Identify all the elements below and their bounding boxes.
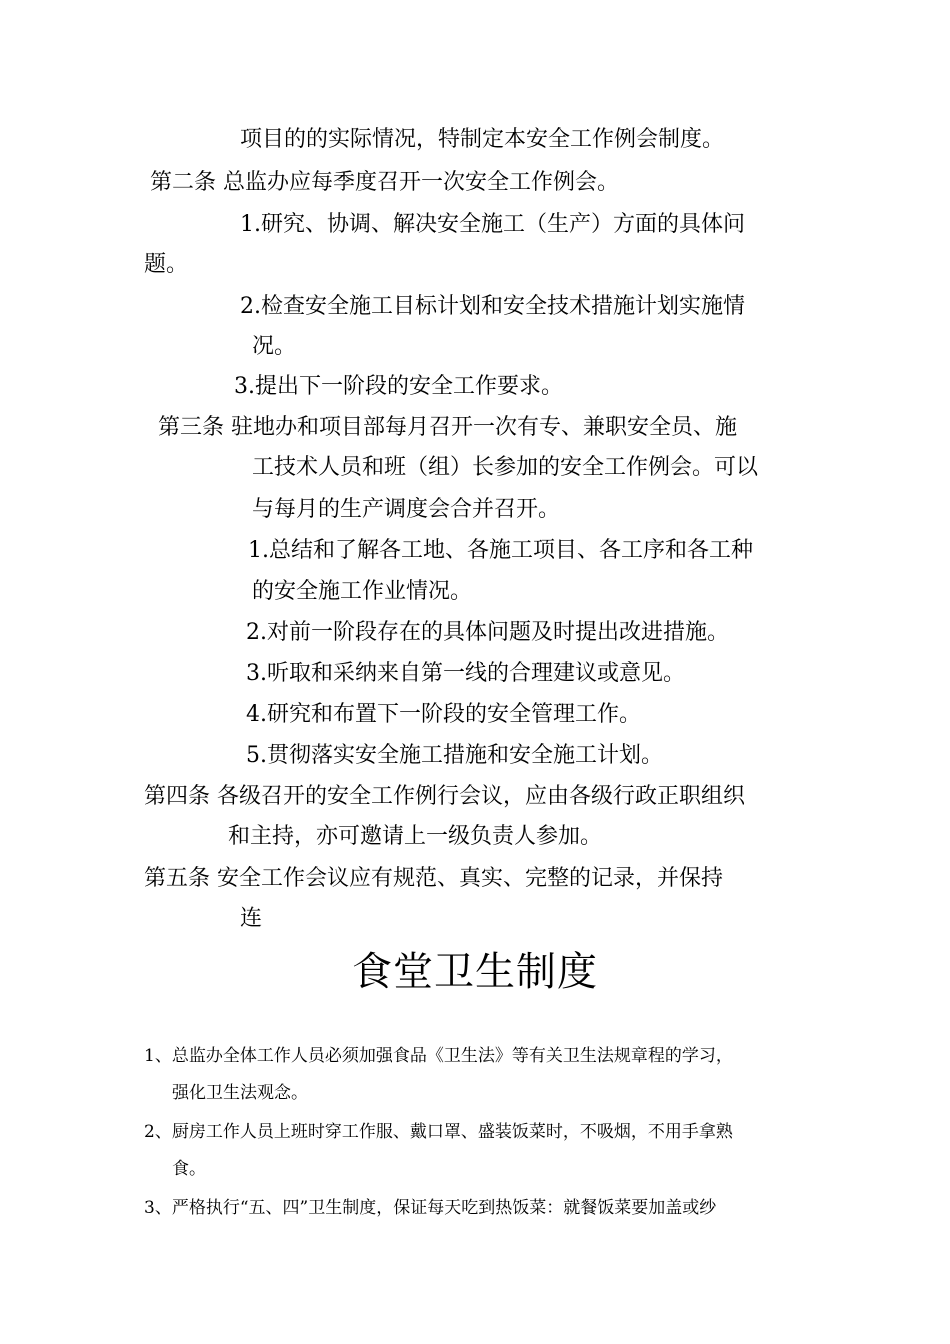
article-3-item-4: 4.研究和布置下一阶段的安全管理工作。 [246, 702, 641, 727]
canteen-rule-1-cont: 强化卫生法观念。 [172, 1083, 308, 1103]
canteen-rule-2: 2、厨房工作人员上班时穿工作服、戴口罩、盛装饭菜时，不吸烟，不用手拿熟 [144, 1122, 733, 1142]
article-2-item-2: 2.检查安全施工目标计划和安全技术措施计划实施情 [240, 294, 745, 319]
article-3-item-1-cont: 的安全施工作业情况。 [252, 579, 473, 604]
article-2-item-3: 3.提出下一阶段的安全工作要求。 [234, 374, 563, 399]
article-2-item-2-cont: 况。 [252, 334, 297, 359]
canteen-title: 食堂卫生制度 [352, 949, 598, 995]
canteen-rule-1: 1、总监办全体工作人员必须加强食品《卫生法》等有关卫生法规章程的学习， [144, 1046, 733, 1066]
canteen-rule-3: 3、严格执行“五、四”卫生制度，保证每天吃到热饭菜：就餐饭菜要加盖或纱 [144, 1198, 717, 1218]
article-2-item-1: 1.研究、协调、解决安全施工（生产）方面的具体问 [240, 212, 745, 237]
article-3-item-2: 2.对前一阶段存在的具体问题及时提出改进措施。 [246, 620, 729, 645]
article-2-item-1-cont: 题。 [144, 252, 189, 277]
article-3-cont-2: 与每月的生产调度会合并召开。 [252, 497, 561, 522]
article-2-heading: 第二条 总监办应每季度召开一次安全工作例会。 [150, 170, 619, 195]
text-line-1: 项目的的实际情况，特制定本安全工作例会制度。 [240, 127, 725, 152]
article-4-heading: 第四条 各级召开的安全工作例行会议，应由各级行政正职组织 [144, 784, 745, 809]
article-3-item-5: 5.贯彻落实安全施工措施和安全施工计划。 [246, 743, 663, 768]
article-5-cont: 连 [240, 906, 263, 931]
article-3-item-3: 3.听取和采纳来自第一线的合理建议或意见。 [246, 661, 685, 686]
article-5-heading: 第五条 安全工作会议应有规范、真实、完整的记录，并保持 [144, 866, 723, 891]
article-3-item-1: 1.总结和了解各工地、各施工项目、各工序和各工种 [248, 538, 753, 563]
article-3-cont-1: 工技术人员和班（组）长参加的安全工作例会。可以 [252, 455, 759, 480]
article-4-cont: 和主持，亦可邀请上一级负责人参加。 [228, 824, 603, 849]
article-3-heading: 第三条 驻地办和项目部每月召开一次有专、兼职安全员、施 [158, 415, 737, 440]
canteen-rule-2-cont: 食。 [172, 1159, 206, 1179]
